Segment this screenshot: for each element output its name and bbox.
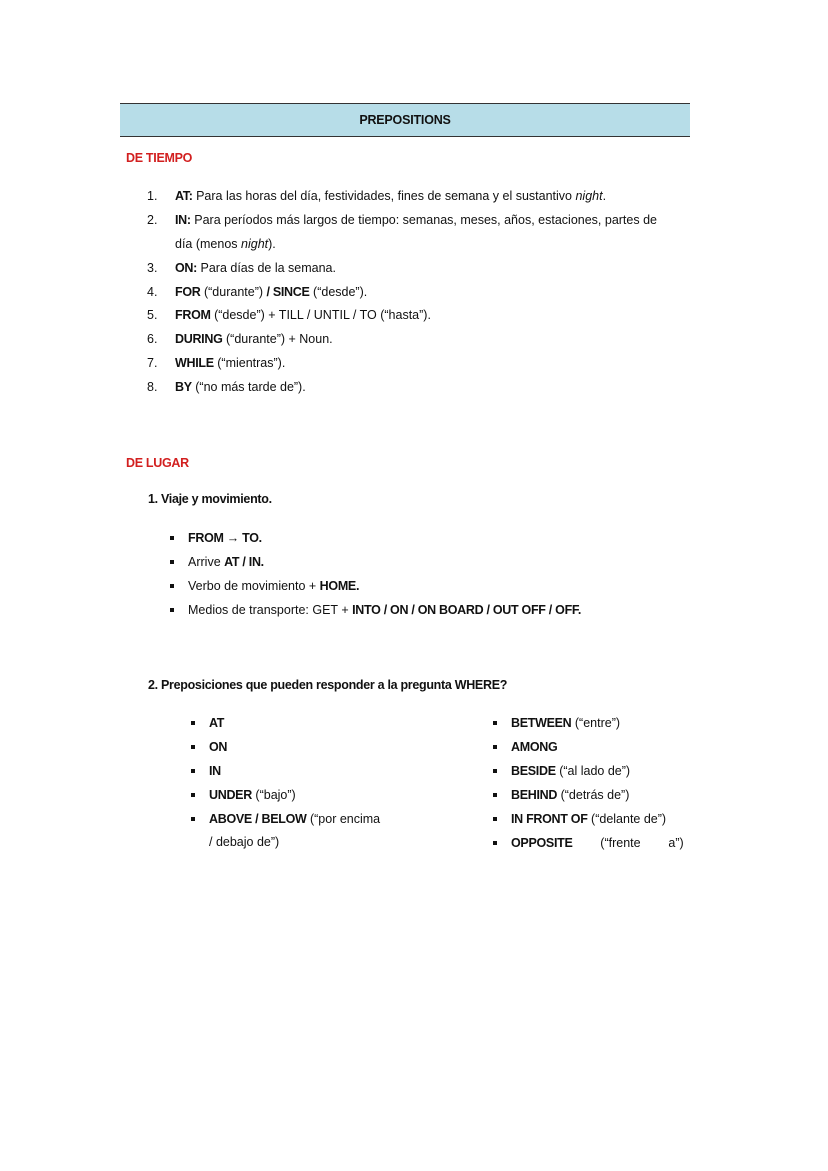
bullet-item: BETWEEN (“entre”) xyxy=(493,711,620,735)
bullet-item: AT xyxy=(191,711,224,735)
bullet-item: BEHIND (“detrás de”) xyxy=(493,783,629,807)
bullet-continuation: / debajo de”) xyxy=(209,835,280,849)
list-item: 3. ON: Para días de la semana. xyxy=(147,261,336,275)
bullet-item: Verbo de movimiento + HOME. xyxy=(170,574,359,598)
section-heading-lugar: DE LUGAR xyxy=(126,456,189,470)
page-title: PREPOSITIONS xyxy=(120,103,690,137)
bullet-item: Arrive AT / IN. xyxy=(170,550,264,574)
subheading-where: 2. Preposiciones que pueden responder a la pregunta WHERE? xyxy=(148,678,508,692)
list-item: 6. DURING (“durante”) + Noun. xyxy=(147,332,333,346)
bullet-item: BESIDE (“al lado de”) xyxy=(493,759,630,783)
list-item: 5. FROM (“desde”) + TILL / UNTIL / TO (“hasta”). xyxy=(147,308,431,322)
bullet-item: OPPOSITE (“frente a”) xyxy=(493,831,684,855)
bullet-item: ABOVE / BELOW (“por encima xyxy=(191,807,380,831)
bullet-item: ON xyxy=(191,735,227,759)
bullet-item: IN xyxy=(191,759,221,783)
bullet-item: Medios de transporte: GET + INTO / ON / ON BOARD / OUT OFF / OFF. xyxy=(170,598,581,622)
subheading-viaje: 1. Viaje y movimiento. xyxy=(148,492,272,506)
list-item: 1. AT: Para las horas del día, festividades, fines de semana y el sustantivo night. xyxy=(147,189,607,203)
section-heading-tiempo: DE TIEMPO xyxy=(126,151,193,165)
bullet-item: IN FRONT OF (“delante de”) xyxy=(493,807,666,831)
list-item: 8. BY (“no más tarde de”). xyxy=(147,380,306,394)
list-item: 4. FOR (“durante”) / SINCE (“desde”). xyxy=(147,285,368,299)
list-item: 7. WHILE (“mientras”). xyxy=(147,356,286,370)
bullet-item: UNDER (“bajo”) xyxy=(191,783,296,807)
bullet-item: AMONG xyxy=(493,735,557,759)
bullet-item: FROM → TO. xyxy=(170,526,262,550)
list-item: 2. IN: Para períodos más largos de tiempo: semanas, meses, años, estaciones, partes de día (menos night). xyxy=(147,213,657,251)
